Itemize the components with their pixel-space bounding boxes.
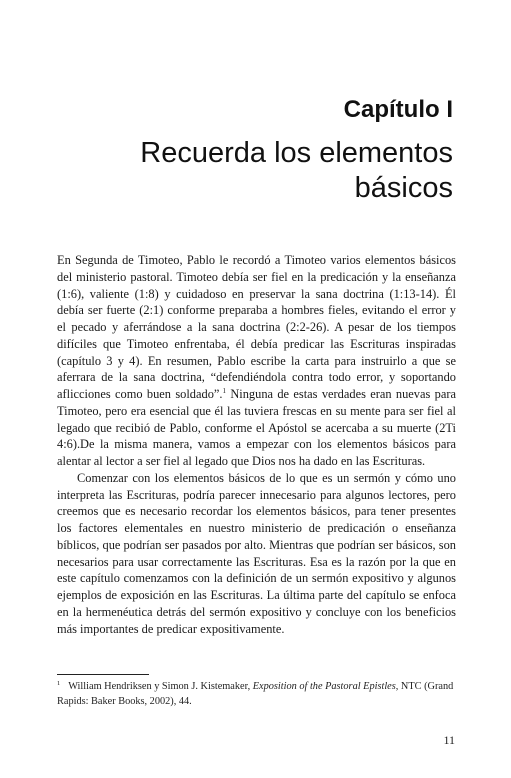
footnote-reference: 1 xyxy=(222,386,226,395)
footnote-book-title: Exposition of the Pastoral Epistles xyxy=(252,681,396,692)
footnote-authors: William Hendriksen y Simon J. Kistemaker, xyxy=(68,681,253,692)
chapter-title xyxy=(73,136,453,206)
footnote-mark: 1 xyxy=(57,679,61,687)
footnote-divider xyxy=(57,674,149,675)
chapter-title-line-2: básicos xyxy=(354,172,453,204)
chapter-label: Capítulo I xyxy=(343,96,453,123)
paragraph-1-part-b: Ninguna de estas verdades eran nuevas para Timoteo, pero era esencial que él las tuviera frescas en su mente para ser fiel al legado que recibió de Pablo, conforme el Apóstol se acercaba a su muerte (2Ti 4:6).De la misma manera, vamos a empezar con los elementos básicos para alentar al lector a ser fiel al legado que Dios nos ha dado en las Escrituras. xyxy=(57,387,456,468)
paragraph-1-part-a: En Segunda de Timoteo, Pablo le recordó a Timoteo varios elementos básicos del ministerio pastoral. Timoteo debía ser fiel en la predicación y la enseñanza (1:6), valiente (1:8) y cuidadoso en preservar la sana doctrina (1:13-14). Él debía ser fuerte (2:1) conforme preparaba a hombres fieles, evitando el error y el pecado y aferrándose a la sana doctrina (2:2-26). A pesar de los tiempos difíciles que Timoteo enfrentaba, él debía predicar las Escrituras inspiradas (capítulo 3 y 4). En resumen, Pablo escribe la carta para instruirlo a que se aferrara de la sana doctrina, “defendiéndola contra todo error, y soportando aflicciones como buen soldado”. xyxy=(57,253,456,401)
page-number: 11 xyxy=(443,733,455,747)
paragraph-1 xyxy=(57,252,456,470)
footnote-details: , NTC (Grand Rapids: Baker Books, 2002), 44. xyxy=(57,681,454,707)
chapter-title-line-1: Recuerda los elementos xyxy=(140,137,453,169)
footnote xyxy=(57,680,456,709)
paragraph-2: Comenzar con los elementos básicos de lo que es un sermón y cómo uno interpreta las Escrituras, podría parecer innecesario para algunos lectores, pero creemos que es necesario recordar los elementos básicos, para tener presentes los factores elementales en nuestro ministerio de predicación o enseñanza bíblicos, que podrían ser pasados por alto. Mientras que podrían ser básicos, son necesarios para usar correctamente las Escrituras. Esa es la razón por la que en este capítulo comenzamos con la definición de un sermón expositivo y algunos ejemplos de exposición en las Escrituras. La última parte del capítulo se enfoca en la hermenéutica detrás del sermón expositivo y concluye con los beneficios más importantes de predicar expositivamente. xyxy=(57,470,456,636)
body-text xyxy=(57,252,456,637)
